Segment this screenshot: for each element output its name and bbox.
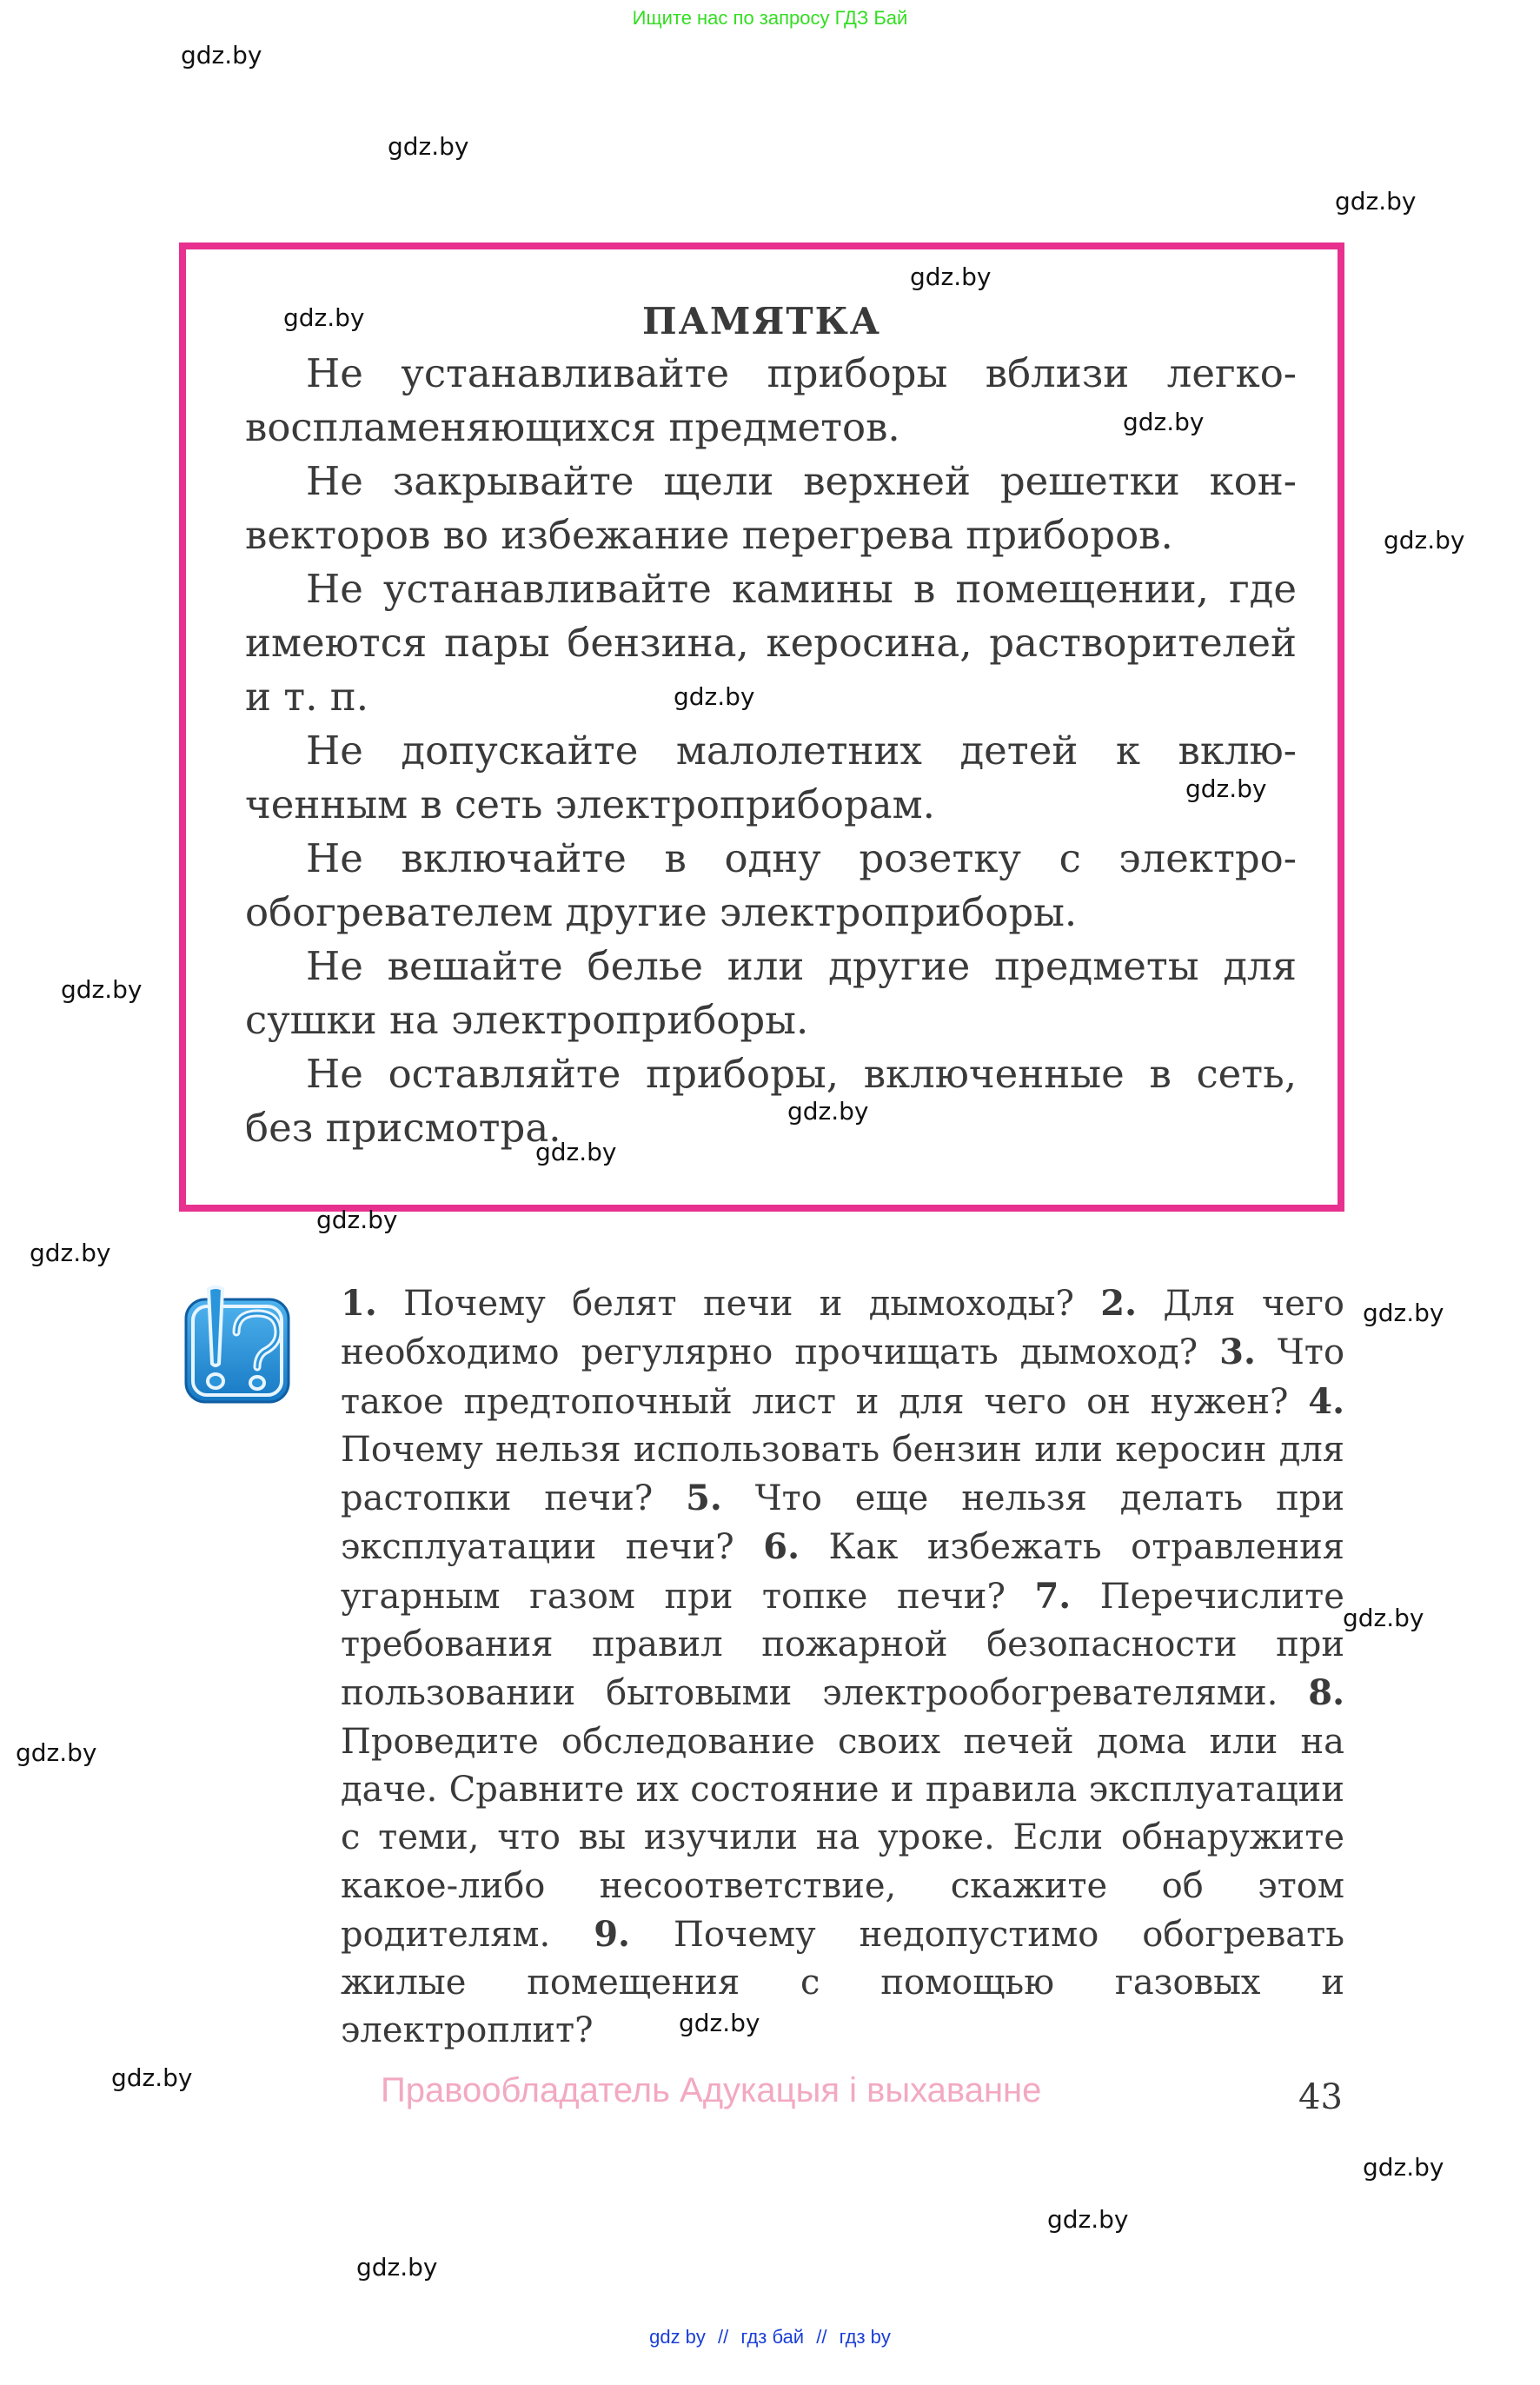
watermark: gdz.by xyxy=(1047,2205,1129,2234)
watermark: gdz.by xyxy=(679,2009,760,2037)
question-number: 9. xyxy=(594,1913,630,1955)
watermark: gdz.by xyxy=(388,132,469,161)
question-text: Перечислите требования правил пожарной безопасности при пользовании бытовыми электрообогревателями. xyxy=(341,1576,1344,1714)
watermark: gdz.by xyxy=(283,303,365,332)
link-gdz-bai[interactable]: гдз бай xyxy=(740,2326,805,2348)
questions-block xyxy=(341,1279,1344,2056)
watermark: gdz.by xyxy=(674,682,755,711)
question-number: 2. xyxy=(1100,1283,1138,1324)
page-number: 43 xyxy=(1298,2077,1343,2117)
exclamation-question-icon xyxy=(183,1284,292,1405)
memo-title: ПАМЯТКА xyxy=(641,300,882,342)
question-text: Почему белят печи и дымоходы? xyxy=(403,1284,1074,1324)
question-text: Почему недопустимо обогревать жилые помещения с помощью газовых и электроплит? xyxy=(341,1914,1344,2051)
watermark: gdz.by xyxy=(535,1138,617,1166)
watermark: gdz.by xyxy=(356,2253,438,2282)
bottom-links xyxy=(0,2326,1540,2348)
memo-item: Не включайте в одну розетку с электрообогревателем другие электроприборы. xyxy=(245,835,1297,935)
memo-item: Не вешайте белье или другие предметы для сушки на электроприборы. xyxy=(245,943,1297,1043)
memo-item: Не закрывайте щели верхней решетки конвекторов во избежание перегрева приборов. xyxy=(245,458,1297,558)
question-number: 7. xyxy=(1034,1575,1072,1617)
watermark: gdz.by xyxy=(61,975,143,1004)
watermark: gdz.by xyxy=(1343,1604,1424,1632)
link-separator: // xyxy=(816,2326,827,2348)
memo-item: Не оставляйте приборы, включенные в сеть, без присмотра. xyxy=(245,1051,1297,1151)
question-number: 1. xyxy=(341,1283,377,1324)
watermark: gdz.by xyxy=(111,2063,193,2092)
memo-item: Не устанавливайте приборы вблизи легковоспламеняющихся предметов. xyxy=(245,350,1297,450)
memo-box xyxy=(179,242,1344,1212)
watermark: gdz.by xyxy=(30,1239,111,1267)
questions-paragraph xyxy=(341,1279,1344,2056)
question-number: 4. xyxy=(1308,1380,1345,1422)
watermark: gdz.by xyxy=(1185,774,1267,803)
question-text: Почему нельзя использовать бензин или керосин для растопки печи? xyxy=(341,1429,1344,1519)
question-number: 3. xyxy=(1219,1332,1256,1373)
link-gdz-by[interactable]: gdz by xyxy=(649,2326,706,2348)
watermark: gdz.by xyxy=(787,1097,869,1126)
question-text: Что такое предтопочный лист и для чего он нужен? xyxy=(341,1332,1345,1422)
watermark: gdz.by xyxy=(910,262,992,291)
watermark: gdz.by xyxy=(1363,2153,1444,2182)
watermark: gdz.by xyxy=(181,41,262,70)
question-text: Проведите обследование своих печей дома или на даче. Сравните их состояние и правила эксплуатации с теми, что вы изучили на уроке. Если обнаружите какое-либо несоответствие, скажите об этом родителям. xyxy=(341,1721,1344,1955)
question-text: Как избежать отравления угарным газом при топке печи? xyxy=(341,1527,1344,1617)
memo-item: Не допускайте малолетних детей к включенным в сеть электроприборам. xyxy=(245,727,1297,827)
link-gdz-by-cyr[interactable]: гдз by xyxy=(839,2326,891,2348)
watermark: gdz.by xyxy=(16,1738,97,1767)
question-number: 6. xyxy=(763,1526,800,1568)
memo-item: Не устанавливайте камины в помещении, где имеются пары бензина, керосина, растворителей и т. п. xyxy=(245,566,1297,720)
memo-body xyxy=(245,347,1297,1155)
question-text: Что еще нельзя делать при эксплуатации печи? xyxy=(341,1478,1345,1568)
question-text: Для чего необходимо регулярно прочищать дымоход? xyxy=(341,1284,1344,1373)
watermark: gdz.by xyxy=(316,1206,398,1234)
watermark: gdz.by xyxy=(1123,408,1205,436)
watermark: gdz.by xyxy=(1335,187,1417,216)
watermark: gdz.by xyxy=(1363,1299,1444,1327)
search-banner: Ищите нас по запросу ГДЗ Бай xyxy=(632,7,908,29)
watermark: gdz.by xyxy=(1384,526,1465,555)
copyright-notice: Правообладатель Адукацыя і выхаванне xyxy=(381,2071,1042,2109)
question-number: 8. xyxy=(1308,1672,1344,1714)
link-separator: // xyxy=(718,2326,729,2348)
question-number: 5. xyxy=(686,1478,722,1519)
